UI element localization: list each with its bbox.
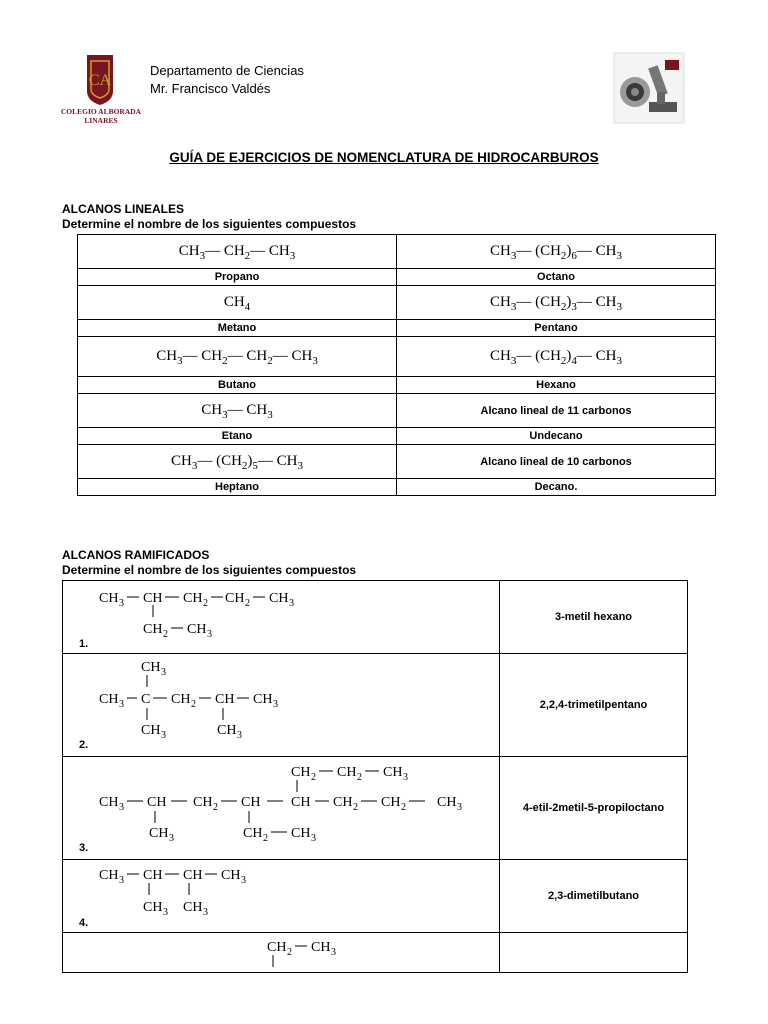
- structure-cell: [63, 860, 500, 933]
- formula-cell: $CH_3—$ $CH_2—$ $CH_3$: [78, 235, 397, 269]
- svg-text:3: 3: [311, 833, 316, 844]
- svg-text:3: 3: [331, 947, 336, 958]
- svg-text:CH: CH: [215, 692, 235, 707]
- section2-instruction: Determine el nombre de los siguientes compuestos: [62, 563, 357, 577]
- svg-text:CH: CH: [187, 622, 207, 637]
- svg-text:2.: 2.: [79, 739, 89, 751]
- svg-text:1.: 1.: [79, 638, 89, 650]
- svg-text:COLEGIO ALBORADA: COLEGIO ALBORADA: [60, 107, 142, 116]
- svg-text:CH: CH: [141, 660, 161, 675]
- svg-text:3: 3: [457, 802, 462, 813]
- department-name: Departamento de Ciencias: [150, 63, 304, 78]
- svg-text:3: 3: [119, 875, 124, 886]
- formula-cell: $CH_3—$ $CH_3$: [78, 394, 397, 428]
- header-text: [150, 62, 304, 98]
- svg-text:CH: CH: [291, 826, 311, 841]
- svg-text:2: 2: [203, 598, 208, 609]
- svg-text:3: 3: [119, 699, 124, 710]
- branched-alkanes-table: [62, 580, 688, 973]
- svg-text:3: 3: [289, 598, 294, 609]
- svg-text:CH: CH: [143, 900, 163, 915]
- section2-heading: [62, 548, 356, 578]
- compound-name: Etano: [78, 428, 397, 445]
- svg-text:CH: CH: [149, 826, 169, 841]
- svg-text:2: 2: [287, 947, 292, 958]
- compound-prompt: Alcano lineal de 10 carbonos: [397, 445, 716, 479]
- svg-text:CH: CH: [221, 868, 241, 883]
- compound-prompt: Alcano lineal de 11 carbonos: [397, 394, 716, 428]
- compound-name: Pentano: [397, 320, 716, 337]
- svg-text:3: 3: [237, 730, 242, 741]
- structure-cell: [63, 581, 500, 654]
- svg-text:LINARES: LINARES: [84, 116, 118, 125]
- compound-name: Decano.: [397, 479, 716, 496]
- page-title: GUÍA DE EJERCICIOS DE NOMENCLATURA DE HIDROCARBUROS: [169, 150, 599, 165]
- svg-text:CH: CH: [193, 795, 213, 810]
- answer-cell: 4-etil-2metil-5-propiloctano: [500, 757, 688, 860]
- formula-cell: $CH_4$: [78, 286, 397, 320]
- answer-cell: 2,2,4-trimetilpentano: [500, 654, 688, 757]
- svg-text:CH: CH: [143, 868, 163, 883]
- svg-text:3: 3: [241, 875, 246, 886]
- svg-text:CH: CH: [267, 940, 287, 955]
- svg-text:3: 3: [169, 833, 174, 844]
- svg-text:CH: CH: [99, 591, 119, 606]
- structure-cell: [63, 757, 500, 860]
- svg-text:3.: 3.: [79, 842, 89, 854]
- microscope-icon: [613, 52, 685, 124]
- svg-text:CH: CH: [337, 765, 357, 780]
- compound-name: Undecano: [397, 428, 716, 445]
- svg-text:CA: CA: [88, 72, 112, 89]
- formula-cell: $CH_3—$ $(CH_2)_6—$ $CH_3$: [397, 235, 716, 269]
- svg-text:CH: CH: [269, 591, 289, 606]
- structure-cell: [63, 654, 500, 757]
- structure-5: [63, 933, 499, 973]
- answer-cell: 3-metil hexano: [500, 581, 688, 654]
- svg-text:2: 2: [191, 699, 196, 710]
- svg-text:CH: CH: [291, 765, 311, 780]
- teacher-name: Mr. Francisco Valdés: [150, 81, 271, 96]
- svg-text:3: 3: [161, 667, 166, 678]
- structure-cell: [63, 933, 500, 973]
- formula-cell: $CH_3—$ $(CH_2)_5—$ $CH_3$: [78, 445, 397, 479]
- svg-text:CH: CH: [183, 868, 203, 883]
- svg-text:2: 2: [311, 772, 316, 783]
- svg-text:3: 3: [161, 730, 166, 741]
- svg-text:CH: CH: [291, 795, 311, 810]
- svg-text:3: 3: [207, 629, 212, 640]
- svg-text:CH: CH: [141, 723, 161, 738]
- svg-text:3: 3: [119, 802, 124, 813]
- svg-text:CH: CH: [147, 795, 167, 810]
- svg-text:CH: CH: [253, 692, 273, 707]
- svg-text:2: 2: [357, 772, 362, 783]
- section1-title: ALCANOS LINEALES: [62, 202, 185, 216]
- svg-text:CH: CH: [99, 795, 119, 810]
- compound-name: Heptano: [78, 479, 397, 496]
- svg-text:CH: CH: [243, 826, 263, 841]
- svg-text:C: C: [141, 692, 151, 707]
- svg-text:CH: CH: [183, 900, 203, 915]
- svg-text:3: 3: [119, 598, 124, 609]
- svg-text:CH: CH: [143, 622, 163, 637]
- svg-text:CH: CH: [383, 765, 403, 780]
- svg-text:2: 2: [263, 833, 268, 844]
- svg-text:CH: CH: [333, 795, 353, 810]
- svg-text:CH: CH: [225, 591, 245, 606]
- svg-text:4.: 4.: [79, 917, 89, 929]
- svg-text:2: 2: [245, 598, 250, 609]
- svg-text:3: 3: [273, 699, 278, 710]
- svg-text:CH: CH: [99, 692, 119, 707]
- school-crest-icon: [60, 53, 142, 125]
- structure-3: [63, 757, 499, 860]
- compound-name: Butano: [78, 377, 397, 394]
- svg-text:3: 3: [203, 907, 208, 918]
- structure-1: [63, 581, 499, 654]
- compound-name: Metano: [78, 320, 397, 337]
- svg-text:CH: CH: [437, 795, 457, 810]
- svg-text:CH: CH: [241, 795, 261, 810]
- svg-text:CH: CH: [171, 692, 191, 707]
- answer-cell: [500, 933, 688, 973]
- svg-text:CH: CH: [183, 591, 203, 606]
- svg-text:CH: CH: [381, 795, 401, 810]
- svg-text:2: 2: [213, 802, 218, 813]
- answer-cell: 2,3-dimetilbutano: [500, 860, 688, 933]
- section1-heading: [62, 202, 356, 232]
- compound-name: Propano: [78, 269, 397, 286]
- svg-text:2: 2: [353, 802, 358, 813]
- svg-text:3: 3: [403, 772, 408, 783]
- section2-title: ALCANOS RAMIFICADOS: [62, 548, 210, 562]
- structure-2: [63, 654, 499, 757]
- svg-text:3: 3: [163, 907, 168, 918]
- formula-cell: $CH_3—$ $(CH_2)_3—$ $CH_3$: [397, 286, 716, 320]
- svg-text:CH: CH: [99, 868, 119, 883]
- svg-text:CH: CH: [143, 591, 163, 606]
- section1-instruction: Determine el nombre de los siguientes compuestos: [62, 217, 357, 231]
- svg-text:2: 2: [163, 629, 168, 640]
- formula-cell: $CH_3—$ $(CH_2)_4—$ $CH_3$: [397, 337, 716, 377]
- linear-alkanes-table: [77, 234, 716, 496]
- svg-text:CH: CH: [217, 723, 237, 738]
- svg-text:CH: CH: [311, 940, 331, 955]
- structure-4: [63, 860, 499, 933]
- formula-cell: $CH_3—$ $CH_2—$ $CH_2—$ $CH_3$: [78, 337, 397, 377]
- compound-name: Hexano: [397, 377, 716, 394]
- compound-name: Octano: [397, 269, 716, 286]
- svg-text:2: 2: [401, 802, 406, 813]
